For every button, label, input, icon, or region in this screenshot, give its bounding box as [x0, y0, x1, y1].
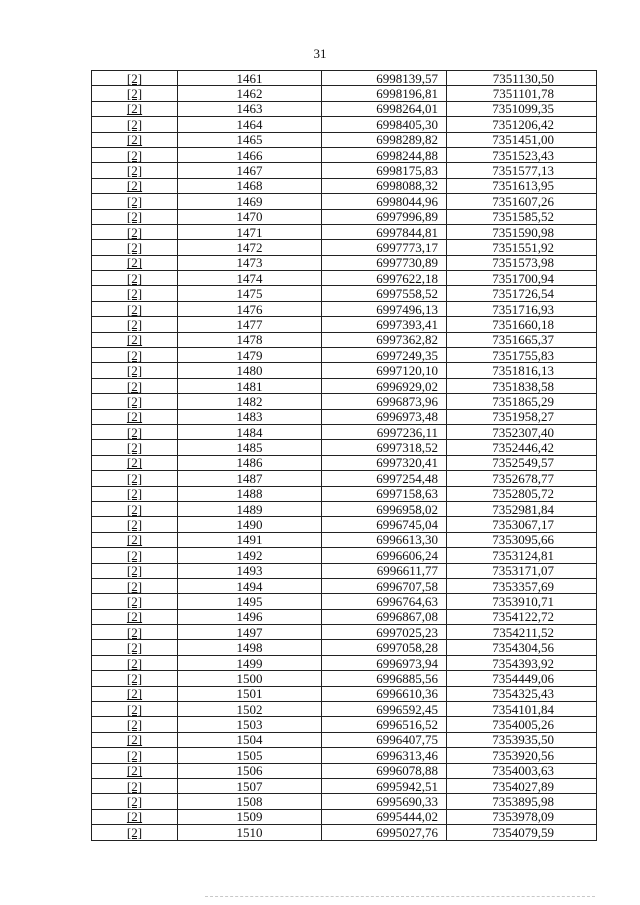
ref-cell: [2] — [92, 732, 178, 747]
ref-cell: [2] — [92, 86, 178, 101]
point-number-cell: 1502 — [178, 702, 322, 717]
x-coordinate-cell: 6998139,57 — [322, 71, 447, 86]
y-coordinate-cell: 7351838,58 — [447, 378, 597, 393]
ref-cell: [2] — [92, 517, 178, 532]
x-coordinate-cell: 6998196,81 — [322, 86, 447, 101]
x-coordinate-cell: 6996611,77 — [322, 563, 447, 578]
point-number-cell: 1505 — [178, 748, 322, 763]
table-row — [92, 178, 597, 193]
x-coordinate-cell: 6996078,88 — [322, 763, 447, 778]
x-coordinate-cell: 6996610,36 — [322, 686, 447, 701]
ref-cell: [2] — [92, 532, 178, 547]
y-coordinate-cell: 7353895,98 — [447, 794, 597, 809]
x-coordinate-cell: 6996313,46 — [322, 748, 447, 763]
x-coordinate-cell: 6997773,17 — [322, 240, 447, 255]
point-number-cell: 1506 — [178, 763, 322, 778]
ref-cell: [2] — [92, 671, 178, 686]
y-coordinate-cell: 7354005,26 — [447, 717, 597, 732]
ref-cell: [2] — [92, 655, 178, 670]
table-row — [92, 548, 597, 563]
table-row — [92, 671, 597, 686]
ref-cell: [2] — [92, 471, 178, 486]
y-coordinate-cell: 7354449,06 — [447, 671, 597, 686]
x-coordinate-cell: 6997844,81 — [322, 224, 447, 239]
x-coordinate-cell: 6996407,75 — [322, 732, 447, 747]
ref-cell: [2] — [92, 378, 178, 393]
y-coordinate-cell: 7353935,50 — [447, 732, 597, 747]
x-coordinate-cell: 6996873,96 — [322, 394, 447, 409]
x-coordinate-cell: 6997496,13 — [322, 301, 447, 316]
x-coordinate-cell: 6997249,35 — [322, 348, 447, 363]
table-row — [92, 240, 597, 255]
point-number-cell: 1509 — [178, 809, 322, 824]
y-coordinate-cell: 7353978,09 — [447, 809, 597, 824]
point-number-cell: 1471 — [178, 224, 322, 239]
y-coordinate-cell: 7351716,93 — [447, 301, 597, 316]
ref-cell: [2] — [92, 455, 178, 470]
point-number-cell: 1461 — [178, 71, 322, 86]
table-row — [92, 101, 597, 116]
table-row — [92, 378, 597, 393]
x-coordinate-cell: 6997025,23 — [322, 625, 447, 640]
y-coordinate-cell: 7351613,95 — [447, 178, 597, 193]
ref-cell: [2] — [92, 286, 178, 301]
point-number-cell: 1466 — [178, 147, 322, 162]
y-coordinate-cell: 7351865,29 — [447, 394, 597, 409]
point-number-cell: 1485 — [178, 440, 322, 455]
x-coordinate-cell: 6998289,82 — [322, 132, 447, 147]
point-number-cell: 1492 — [178, 548, 322, 563]
point-number-cell: 1501 — [178, 686, 322, 701]
ref-cell: [2] — [92, 424, 178, 439]
table-row — [92, 224, 597, 239]
ref-cell: [2] — [92, 240, 178, 255]
y-coordinate-cell: 7354304,56 — [447, 640, 597, 655]
y-coordinate-cell: 7351573,98 — [447, 255, 597, 270]
y-coordinate-cell: 7351726,54 — [447, 286, 597, 301]
x-coordinate-cell: 6997254,48 — [322, 471, 447, 486]
x-coordinate-cell: 6996745,04 — [322, 517, 447, 532]
x-coordinate-cell: 6997318,52 — [322, 440, 447, 455]
point-number-cell: 1487 — [178, 471, 322, 486]
y-coordinate-cell: 7352307,40 — [447, 424, 597, 439]
point-number-cell: 1476 — [178, 301, 322, 316]
x-coordinate-cell: 6996707,58 — [322, 578, 447, 593]
table-row — [92, 532, 597, 547]
point-number-cell: 1473 — [178, 255, 322, 270]
y-coordinate-cell: 7351577,13 — [447, 163, 597, 178]
y-coordinate-cell: 7351130,50 — [447, 71, 597, 86]
table-row — [92, 717, 597, 732]
ref-cell: [2] — [92, 178, 178, 193]
table-row — [92, 809, 597, 824]
point-number-cell: 1486 — [178, 455, 322, 470]
x-coordinate-cell: 6996613,30 — [322, 532, 447, 547]
ref-cell: [2] — [92, 809, 178, 824]
ref-cell: [2] — [92, 132, 178, 147]
y-coordinate-cell: 7352446,42 — [447, 440, 597, 455]
point-number-cell: 1472 — [178, 240, 322, 255]
point-number-cell: 1465 — [178, 132, 322, 147]
point-number-cell: 1510 — [178, 825, 322, 840]
x-coordinate-cell: 6998405,30 — [322, 117, 447, 132]
ref-cell: [2] — [92, 548, 178, 563]
table-row — [92, 132, 597, 147]
y-coordinate-cell: 7354393,92 — [447, 655, 597, 670]
x-coordinate-cell: 6997158,63 — [322, 486, 447, 501]
x-coordinate-cell: 6997730,89 — [322, 255, 447, 270]
x-coordinate-cell: 6995027,76 — [322, 825, 447, 840]
y-coordinate-cell: 7351551,92 — [447, 240, 597, 255]
point-number-cell: 1477 — [178, 317, 322, 332]
y-coordinate-cell: 7351451,00 — [447, 132, 597, 147]
y-coordinate-cell: 7351590,98 — [447, 224, 597, 239]
ref-cell: [2] — [92, 301, 178, 316]
table-row — [92, 748, 597, 763]
ref-cell: [2] — [92, 763, 178, 778]
y-coordinate-cell: 7354211,52 — [447, 625, 597, 640]
point-number-cell: 1504 — [178, 732, 322, 747]
table-row — [92, 348, 597, 363]
table-row — [92, 655, 597, 670]
x-coordinate-cell: 6997996,89 — [322, 209, 447, 224]
y-coordinate-cell: 7353171,07 — [447, 563, 597, 578]
y-coordinate-cell: 7354079,59 — [447, 825, 597, 840]
x-coordinate-cell: 6996606,24 — [322, 548, 447, 563]
y-coordinate-cell: 7354101,84 — [447, 702, 597, 717]
ref-cell: [2] — [92, 255, 178, 270]
x-coordinate-cell: 6997362,82 — [322, 332, 447, 347]
x-coordinate-cell: 6996764,63 — [322, 594, 447, 609]
point-number-cell: 1490 — [178, 517, 322, 532]
ref-cell: [2] — [92, 224, 178, 239]
table-row — [92, 594, 597, 609]
point-number-cell: 1478 — [178, 332, 322, 347]
y-coordinate-cell: 7352549,57 — [447, 455, 597, 470]
point-number-cell: 1488 — [178, 486, 322, 501]
point-number-cell: 1468 — [178, 178, 322, 193]
point-number-cell: 1483 — [178, 409, 322, 424]
table-row — [92, 440, 597, 455]
ref-cell: [2] — [92, 748, 178, 763]
y-coordinate-cell: 7351101,78 — [447, 86, 597, 101]
point-number-cell: 1462 — [178, 86, 322, 101]
ref-cell: [2] — [92, 71, 178, 86]
ref-cell: [2] — [92, 686, 178, 701]
x-coordinate-cell: 6996516,52 — [322, 717, 447, 732]
x-coordinate-cell: 6998264,01 — [322, 101, 447, 116]
x-coordinate-cell: 6995942,51 — [322, 778, 447, 793]
table-row — [92, 763, 597, 778]
ref-cell: [2] — [92, 363, 178, 378]
y-coordinate-cell: 7351816,13 — [447, 363, 597, 378]
x-coordinate-cell: 6996973,48 — [322, 409, 447, 424]
table-row — [92, 625, 597, 640]
y-coordinate-cell: 7353357,69 — [447, 578, 597, 593]
table-row — [92, 455, 597, 470]
y-coordinate-cell: 7352678,77 — [447, 471, 597, 486]
point-number-cell: 1482 — [178, 394, 322, 409]
table-row — [92, 609, 597, 624]
ref-cell: [2] — [92, 332, 178, 347]
x-coordinate-cell: 6997120,10 — [322, 363, 447, 378]
ref-cell: [2] — [92, 348, 178, 363]
ref-cell: [2] — [92, 163, 178, 178]
y-coordinate-cell: 7354003,63 — [447, 763, 597, 778]
y-coordinate-cell: 7352981,84 — [447, 501, 597, 516]
y-coordinate-cell: 7351665,37 — [447, 332, 597, 347]
table-row — [92, 117, 597, 132]
point-number-cell: 1503 — [178, 717, 322, 732]
y-coordinate-cell: 7351958,27 — [447, 409, 597, 424]
x-coordinate-cell: 6998175,83 — [322, 163, 447, 178]
point-number-cell: 1464 — [178, 117, 322, 132]
point-number-cell: 1500 — [178, 671, 322, 686]
y-coordinate-cell: 7353920,56 — [447, 748, 597, 763]
x-coordinate-cell: 6995444,02 — [322, 809, 447, 824]
table-row — [92, 501, 597, 516]
ref-cell: [2] — [92, 825, 178, 840]
x-coordinate-cell: 6996885,56 — [322, 671, 447, 686]
x-coordinate-cell: 6997622,18 — [322, 271, 447, 286]
point-number-cell: 1475 — [178, 286, 322, 301]
ref-cell: [2] — [92, 594, 178, 609]
ref-cell: [2] — [92, 578, 178, 593]
ref-cell: [2] — [92, 625, 178, 640]
x-coordinate-cell: 6997393,41 — [322, 317, 447, 332]
x-coordinate-cell: 6996592,45 — [322, 702, 447, 717]
table-row — [92, 640, 597, 655]
x-coordinate-cell: 6996929,02 — [322, 378, 447, 393]
point-number-cell: 1480 — [178, 363, 322, 378]
point-number-cell: 1493 — [178, 563, 322, 578]
y-coordinate-cell: 7353124,81 — [447, 548, 597, 563]
ref-cell: [2] — [92, 609, 178, 624]
table-row — [92, 209, 597, 224]
point-number-cell: 1497 — [178, 625, 322, 640]
x-coordinate-cell: 6998044,96 — [322, 194, 447, 209]
ref-cell: [2] — [92, 409, 178, 424]
table-row — [92, 86, 597, 101]
coordinates-table-body — [92, 71, 597, 841]
ref-cell: [2] — [92, 147, 178, 162]
table-row — [92, 778, 597, 793]
point-number-cell: 1481 — [178, 378, 322, 393]
point-number-cell: 1499 — [178, 655, 322, 670]
ref-cell: [2] — [92, 317, 178, 332]
ref-cell: [2] — [92, 794, 178, 809]
point-number-cell: 1479 — [178, 348, 322, 363]
table-row — [92, 686, 597, 701]
x-coordinate-cell: 6997058,28 — [322, 640, 447, 655]
x-coordinate-cell: 6996958,02 — [322, 501, 447, 516]
x-coordinate-cell: 6998244,88 — [322, 147, 447, 162]
y-coordinate-cell: 7351206,42 — [447, 117, 597, 132]
ref-cell: [2] — [92, 501, 178, 516]
table-row — [92, 563, 597, 578]
table-row — [92, 163, 597, 178]
table-row — [92, 147, 597, 162]
x-coordinate-cell: 6997236,11 — [322, 424, 447, 439]
point-number-cell: 1474 — [178, 271, 322, 286]
y-coordinate-cell: 7353095,66 — [447, 532, 597, 547]
point-number-cell: 1463 — [178, 101, 322, 116]
ref-cell: [2] — [92, 209, 178, 224]
table-row — [92, 317, 597, 332]
x-coordinate-cell: 6995690,33 — [322, 794, 447, 809]
y-coordinate-cell: 7351660,18 — [447, 317, 597, 332]
table-row — [92, 286, 597, 301]
table-row — [92, 486, 597, 501]
table-row — [92, 332, 597, 347]
table-row — [92, 301, 597, 316]
y-coordinate-cell: 7351700,94 — [447, 271, 597, 286]
ref-cell: [2] — [92, 394, 178, 409]
y-coordinate-cell: 7354122,72 — [447, 609, 597, 624]
coordinates-table — [91, 70, 597, 841]
table-row — [92, 794, 597, 809]
point-number-cell: 1491 — [178, 532, 322, 547]
table-row — [92, 825, 597, 840]
table-row — [92, 394, 597, 409]
ref-cell: [2] — [92, 271, 178, 286]
x-coordinate-cell: 6997320,41 — [322, 455, 447, 470]
y-coordinate-cell: 7351585,52 — [447, 209, 597, 224]
ref-cell: [2] — [92, 440, 178, 455]
x-coordinate-cell: 6998088,32 — [322, 178, 447, 193]
ref-cell: [2] — [92, 640, 178, 655]
ref-cell: [2] — [92, 194, 178, 209]
point-number-cell: 1495 — [178, 594, 322, 609]
y-coordinate-cell: 7353067,17 — [447, 517, 597, 532]
y-coordinate-cell: 7351523,43 — [447, 147, 597, 162]
y-coordinate-cell: 7354325,43 — [447, 686, 597, 701]
point-number-cell: 1467 — [178, 163, 322, 178]
point-number-cell: 1507 — [178, 778, 322, 793]
y-coordinate-cell: 7354027,89 — [447, 778, 597, 793]
table-row — [92, 409, 597, 424]
table-row — [92, 424, 597, 439]
table-row — [92, 471, 597, 486]
point-number-cell: 1498 — [178, 640, 322, 655]
table-row — [92, 517, 597, 532]
table-row — [92, 363, 597, 378]
x-coordinate-cell: 6996973,94 — [322, 655, 447, 670]
table-row — [92, 578, 597, 593]
ref-cell: [2] — [92, 778, 178, 793]
y-coordinate-cell: 7351099,35 — [447, 101, 597, 116]
ref-cell: [2] — [92, 101, 178, 116]
bottom-divider — [205, 896, 595, 897]
table-row — [92, 194, 597, 209]
table-row — [92, 732, 597, 747]
table-row — [92, 271, 597, 286]
ref-cell: [2] — [92, 486, 178, 501]
y-coordinate-cell: 7351755,83 — [447, 348, 597, 363]
x-coordinate-cell: 6997558,52 — [322, 286, 447, 301]
point-number-cell: 1489 — [178, 501, 322, 516]
point-number-cell: 1508 — [178, 794, 322, 809]
point-number-cell: 1469 — [178, 194, 322, 209]
ref-cell: [2] — [92, 702, 178, 717]
table-row — [92, 702, 597, 717]
table-row — [92, 71, 597, 86]
page-number: 31 — [313, 46, 327, 61]
point-number-cell: 1496 — [178, 609, 322, 624]
ref-cell: [2] — [92, 717, 178, 732]
point-number-cell: 1494 — [178, 578, 322, 593]
y-coordinate-cell: 7351607,26 — [447, 194, 597, 209]
point-number-cell: 1484 — [178, 424, 322, 439]
ref-cell: [2] — [92, 563, 178, 578]
ref-cell: [2] — [92, 117, 178, 132]
y-coordinate-cell: 7352805,72 — [447, 486, 597, 501]
table-row — [92, 255, 597, 270]
y-coordinate-cell: 7353910,71 — [447, 594, 597, 609]
x-coordinate-cell: 6996867,08 — [322, 609, 447, 624]
point-number-cell: 1470 — [178, 209, 322, 224]
